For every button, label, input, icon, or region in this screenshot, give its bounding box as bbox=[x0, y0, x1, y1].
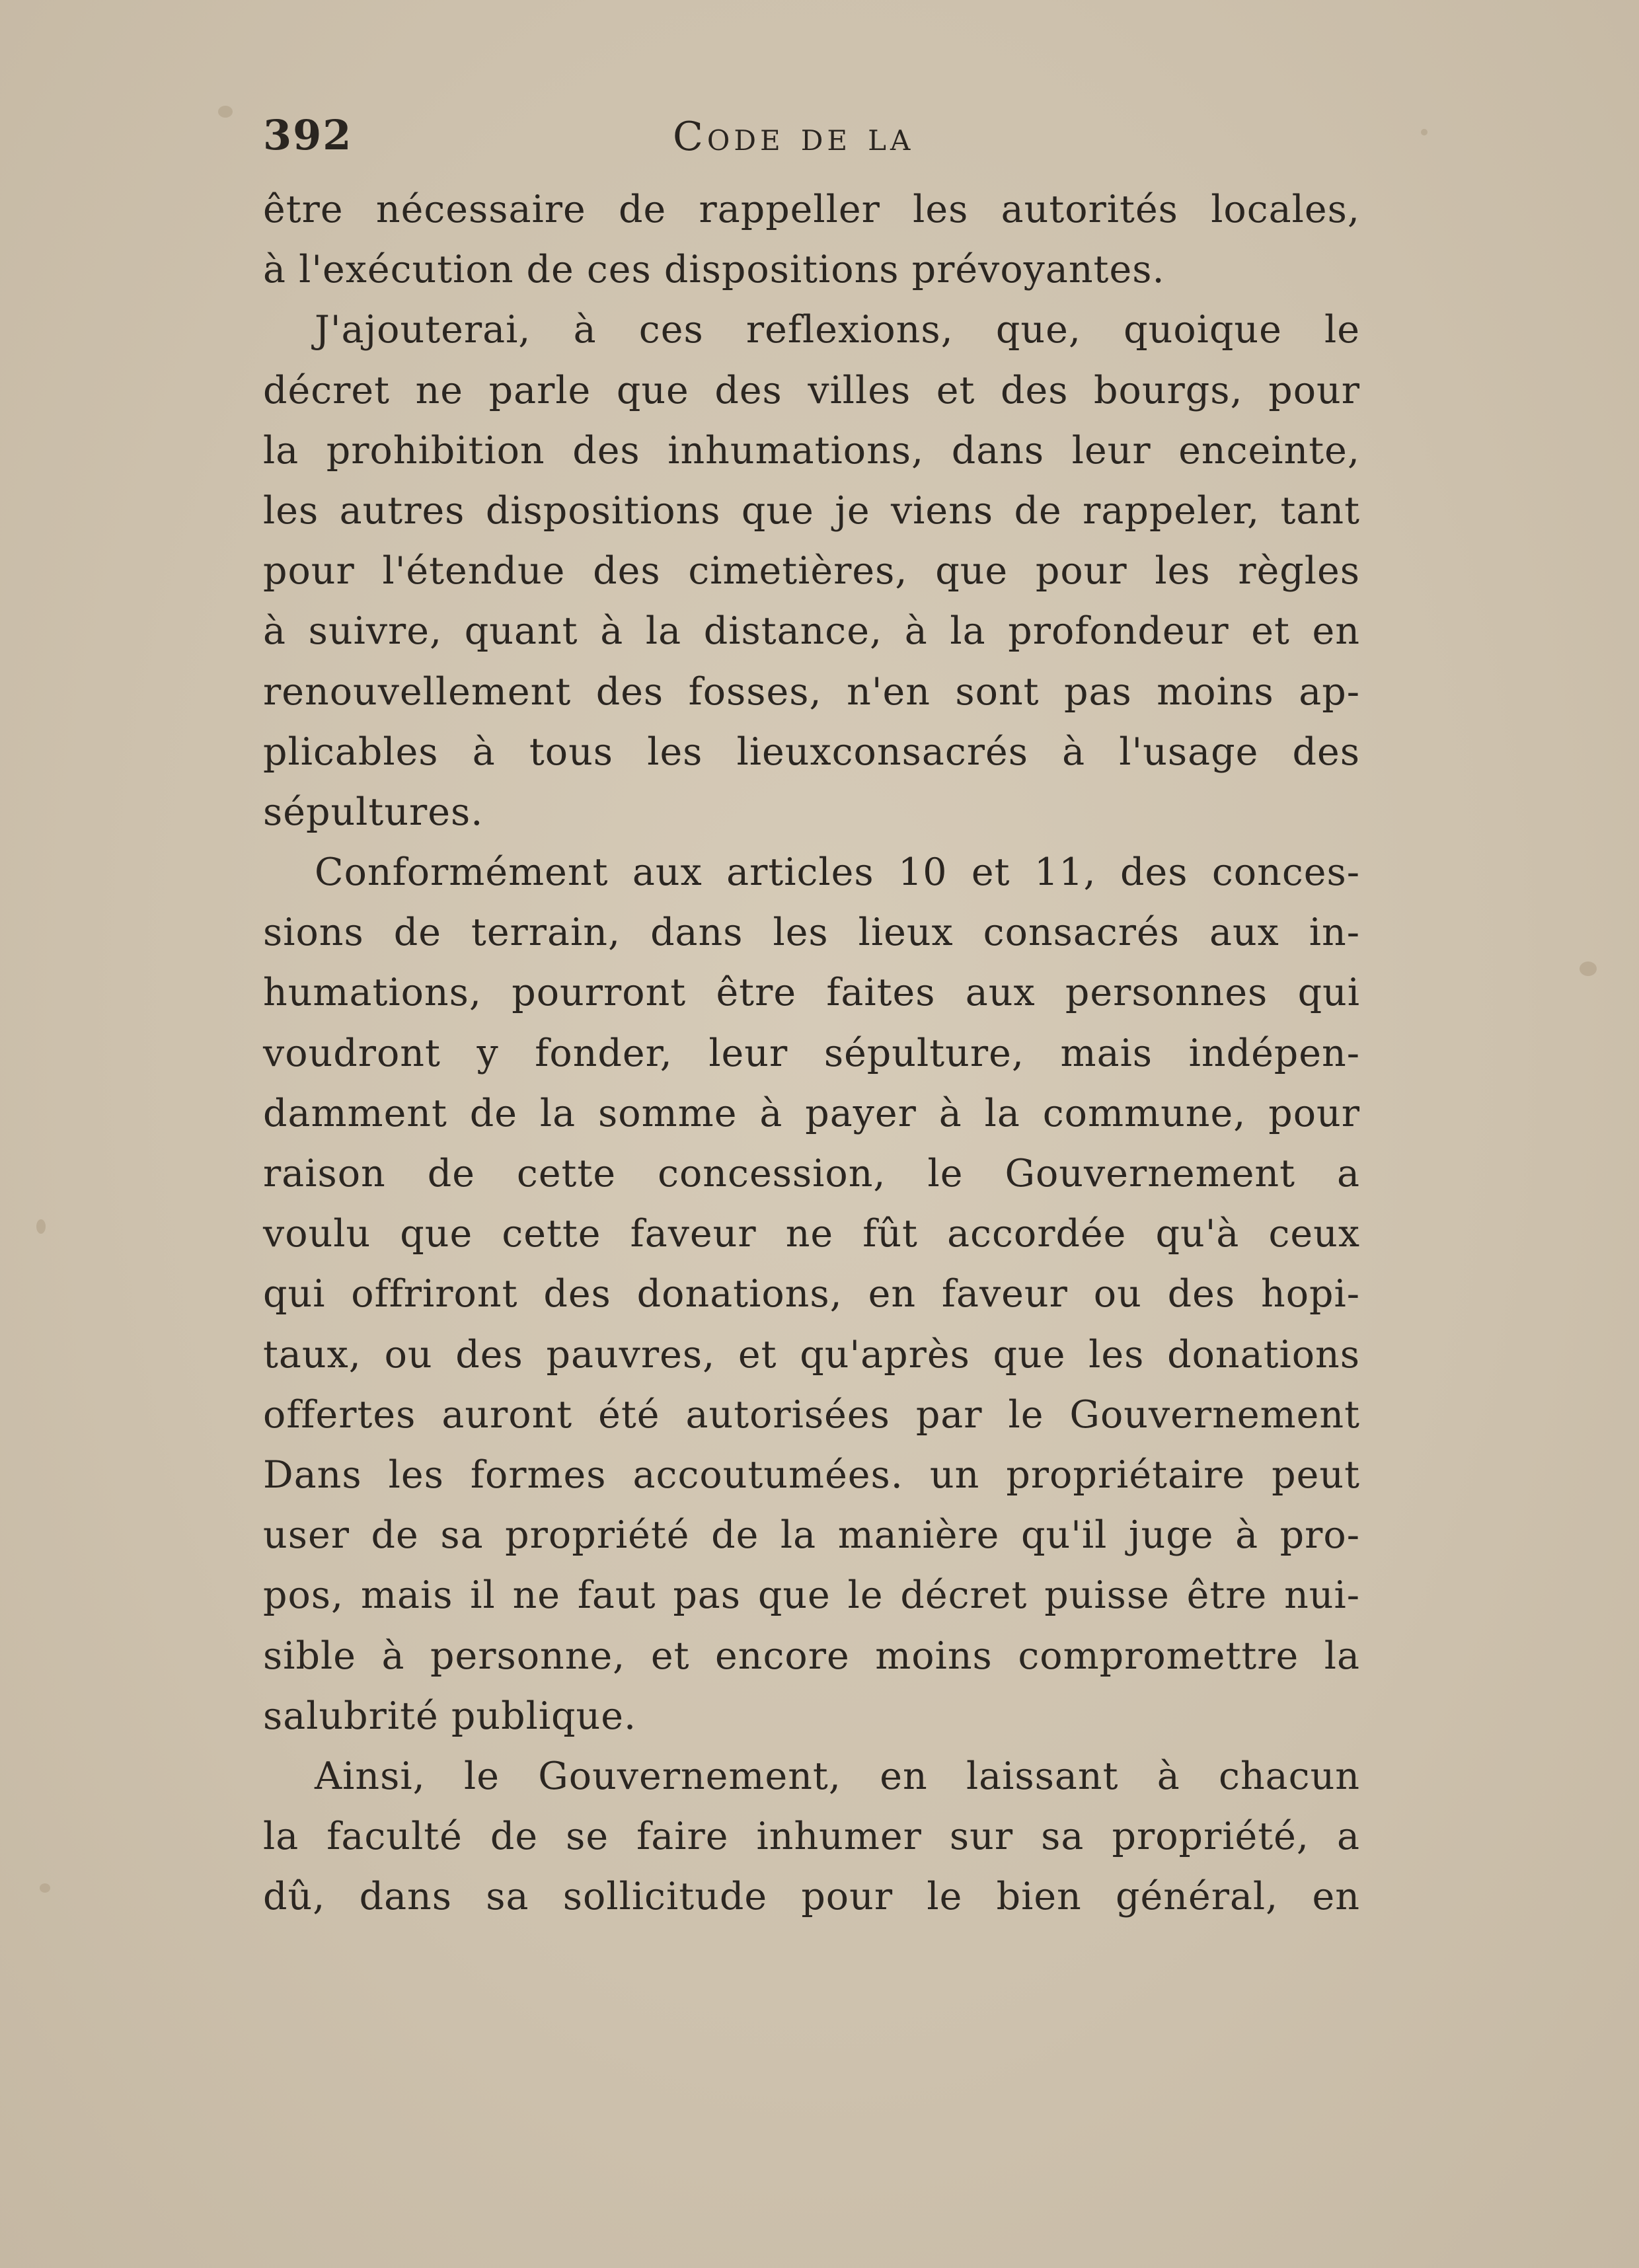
text-line: humations, pourront être faites aux personnes qui bbox=[263, 971, 1360, 1015]
text-line: décret ne parle que des villes et des bourgs, pour bbox=[263, 368, 1360, 412]
text-line: sions de terrain, dans les lieux consacrés aux in- bbox=[263, 911, 1360, 955]
paper-speck bbox=[36, 1219, 46, 1234]
running-title: Code de la bbox=[673, 114, 915, 160]
text-line: offertes auront été autorisées par le Gouvernement bbox=[263, 1392, 1360, 1437]
text-line: à l'exécution de ces dispositions prévoyantes. bbox=[263, 248, 1165, 292]
paragraph-start-line: Conformément aux articles 10 et 11, des conces- bbox=[315, 850, 1360, 895]
text-line: sépultures. bbox=[263, 790, 484, 834]
text-line: Dans les formes accoutumées. un propriétaire peut bbox=[263, 1453, 1360, 1497]
text-line: renouvellement des fosses, n'en sont pas moins ap- bbox=[263, 669, 1360, 714]
text-line: salubrité publique. bbox=[263, 1694, 637, 1738]
text-line: la faculté de se faire inhumer sur sa propriété, a bbox=[263, 1815, 1360, 1859]
paragraph-start-line: J'ajouterai, à ces reflexions, que, quoique le bbox=[315, 308, 1360, 352]
text-line: user de sa propriété de la manière qu'il juge à pro- bbox=[263, 1513, 1360, 1558]
running-head bbox=[263, 111, 1360, 184]
text-line: à suivre, quant à la distance, à la profondeur et en bbox=[263, 609, 1360, 654]
text-line: la prohibition des inhumations, dans leur enceinte, bbox=[263, 428, 1360, 472]
text-line: plicables à tous les lieuxconsacrés à l'usage des bbox=[263, 730, 1360, 774]
text-line: pos, mais il ne faut pas que le décret puisse être nui- bbox=[263, 1573, 1360, 1618]
text-line: raison de cette concession, le Gouvernement a bbox=[263, 1152, 1360, 1195]
text-line: qui offriront des donations, en faveur ou des hopi- bbox=[263, 1272, 1360, 1316]
text-line: taux, ou des pauvres, et qu'après que les donations bbox=[263, 1332, 1360, 1377]
body-text bbox=[263, 180, 1360, 1927]
text-line: damment de la somme à payer à la commune, pour bbox=[263, 1091, 1360, 1135]
page-number: 392 bbox=[263, 111, 353, 159]
paragraph-start-line: Ainsi, le Gouvernement, en laissant à chacun bbox=[315, 1754, 1360, 1798]
text-line: dû, dans sa sollicitude pour le bien général, en bbox=[263, 1875, 1360, 1919]
text-line: voulu que cette faveur ne fût accordée qu'à ceux bbox=[263, 1212, 1360, 1256]
paper-speck bbox=[1421, 129, 1428, 135]
paper-speck bbox=[1580, 962, 1597, 976]
text-line: voudront y fonder, leur sépulture, mais indépen- bbox=[263, 1031, 1360, 1075]
text-line: être nécessaire de rappeller les autorités locales, bbox=[263, 188, 1360, 231]
text-line: sible à personne, et encore moins compromettre la bbox=[263, 1634, 1360, 1678]
paper-speck bbox=[40, 1883, 50, 1893]
text-line: pour l'étendue des cimetières, que pour les règles bbox=[263, 549, 1360, 593]
paper-speck bbox=[218, 106, 233, 118]
text-line: les autres dispositions que je viens de rappeler, tant bbox=[263, 488, 1360, 533]
